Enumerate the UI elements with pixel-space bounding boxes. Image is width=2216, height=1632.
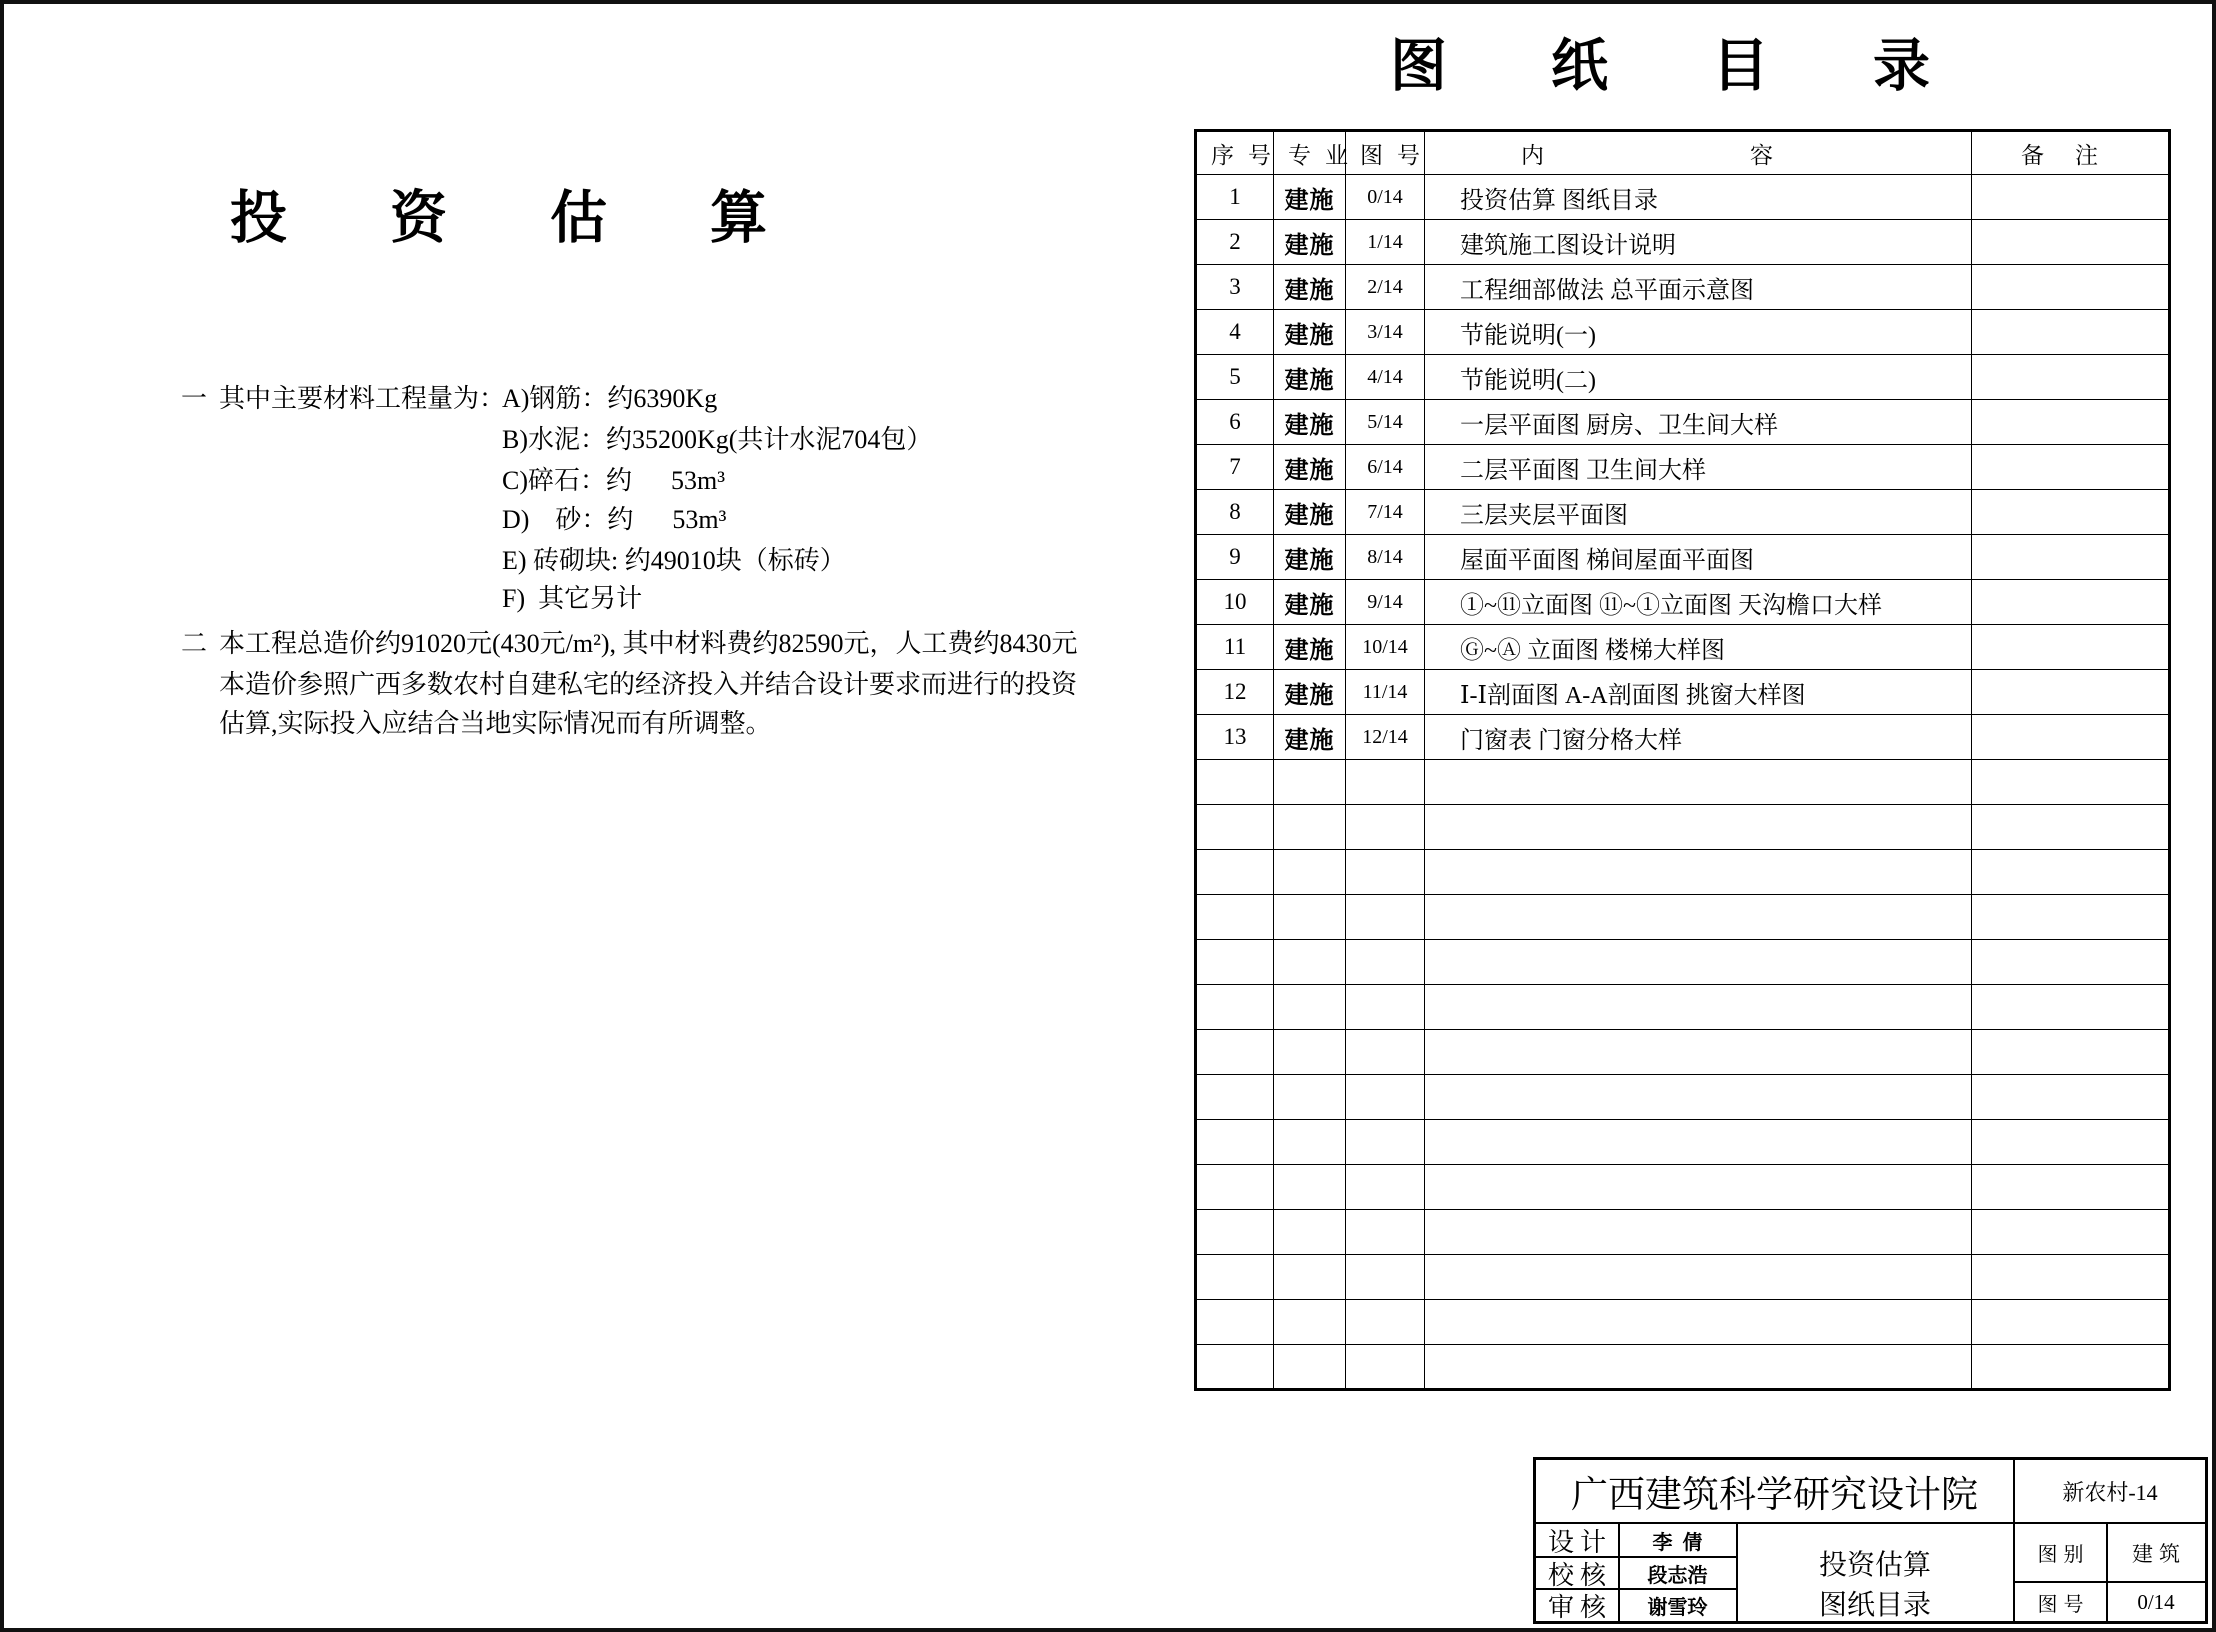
sheet-number-cell [1346, 1345, 1425, 1390]
remark-cell [1972, 400, 2170, 445]
remark-cell [1972, 310, 2170, 355]
discipline-cell [1274, 940, 1346, 985]
row-number-cell: 9 [1196, 535, 1274, 580]
remark-cell [1972, 1075, 2170, 1120]
sheet-number-cell: 1/14 [1346, 220, 1425, 265]
sheet-number-cell: 11/14 [1346, 670, 1425, 715]
content-cell: 二层平面图 卫生间大样 [1425, 445, 1972, 490]
materials-lead: 其中主要材料工程量为： [219, 384, 506, 413]
sheet-number-cell [1346, 895, 1425, 940]
role-label: 校核 [1547, 1560, 1612, 1590]
row-number-cell [1196, 1165, 1274, 1210]
row-number-cell: 1 [1196, 175, 1274, 220]
row-number-cell [1196, 1255, 1274, 1300]
remark-cell [1972, 220, 2170, 265]
remark-cell [1972, 985, 2170, 1030]
row-number-cell [1196, 895, 1274, 940]
empty-table-row [1196, 1030, 2170, 1075]
remark-cell [1972, 1120, 2170, 1165]
content-cell: 投资估算 图纸目录 [1425, 175, 1972, 220]
row-number-cell: 13 [1196, 715, 1274, 760]
remark-cell [1972, 1300, 2170, 1345]
empty-table-row [1196, 805, 2170, 850]
content-cell [1425, 1030, 1972, 1075]
content-cell [1425, 1300, 1972, 1345]
content-cell [1425, 1075, 1972, 1120]
row-number-cell: 8 [1196, 490, 1274, 535]
person-name: 谢雪玲 [1647, 1596, 1708, 1619]
row-number-cell [1196, 1030, 1274, 1075]
row-number-cell: 4 [1196, 310, 1274, 355]
header-number: 序号 [1196, 131, 1274, 175]
empty-table-row [1196, 895, 2170, 940]
remark-cell [1972, 850, 2170, 895]
empty-table-row [1196, 940, 2170, 985]
discipline-cell [1274, 1075, 1346, 1120]
remark-cell [1972, 355, 2170, 400]
sheet-title-line: 投资估算 [1818, 1550, 1931, 1581]
discipline-cell [1274, 985, 1346, 1030]
table-row [1196, 445, 2170, 490]
sheet-number-cell [1346, 850, 1425, 895]
remark-cell [1972, 670, 2170, 715]
table-row [1196, 535, 2170, 580]
table-row [1196, 580, 2170, 625]
content-cell: 节能说明(一) [1425, 310, 1972, 355]
sheet-number-cell: 3/14 [1346, 310, 1425, 355]
content-cell [1425, 985, 1972, 1030]
content-cell: Ⓖ~Ⓐ 立面图 楼梯大样图 [1425, 625, 1972, 670]
remark-cell [1972, 1345, 2170, 1390]
institute-name: 广西建筑科学研究设计院 [1571, 1475, 1978, 1516]
content-cell [1425, 1345, 1972, 1390]
category-value: 建筑 [2132, 1541, 2186, 1566]
discipline-cell [1274, 850, 1346, 895]
discipline-cell: 建施 [1274, 310, 1346, 355]
role-label: 设计 [1547, 1527, 1612, 1557]
discipline-cell: 建施 [1274, 175, 1346, 220]
row-number-cell [1196, 760, 1274, 805]
index-title: 图纸目录 [1390, 35, 2034, 98]
content-cell: Ⅰ-Ⅰ剖面图 A-A剖面图 挑窗大样图 [1425, 670, 1972, 715]
sheet-number-cell: 10/14 [1346, 625, 1425, 670]
material-item: A)钢筋：约6390Kg [502, 384, 718, 413]
discipline-cell [1274, 1345, 1346, 1390]
row-number-cell: 3 [1196, 265, 1274, 310]
empty-table-row [1196, 1165, 2170, 1210]
discipline-cell [1274, 1300, 1346, 1345]
cost-summary-line: 本工程总造价约91020元(430元/m²), 其中材料费约82590元，人工费约8430元 [219, 629, 1078, 658]
sheet-title-line: 图纸目录 [1818, 1590, 1931, 1621]
section-marker: 一 [181, 384, 208, 413]
discipline-cell: 建施 [1274, 445, 1346, 490]
discipline-cell: 建施 [1274, 355, 1346, 400]
content-cell: 屋面平面图 梯间屋面平面图 [1425, 535, 1972, 580]
remark-cell [1972, 1165, 2170, 1210]
person-name: 李 倩 [1652, 1531, 1703, 1554]
discipline-cell: 建施 [1274, 490, 1346, 535]
content-cell [1425, 1255, 1972, 1300]
content-cell: 工程细部做法 总平面示意图 [1425, 265, 1972, 310]
empty-table-row [1196, 1210, 2170, 1255]
remark-cell [1972, 265, 2170, 310]
table-row [1196, 670, 2170, 715]
table-row [1196, 265, 2170, 310]
sheet-number-cell [1346, 985, 1425, 1030]
sheet-number-cell [1346, 760, 1425, 805]
header-remark: 备注 [1972, 131, 2170, 175]
row-number-cell [1196, 985, 1274, 1030]
category-label: 图别 [2037, 1544, 2090, 1566]
sheet-number-value: 0/14 [2137, 1589, 2175, 1614]
table-row [1196, 490, 2170, 535]
row-number-cell [1196, 1345, 1274, 1390]
table-row [1196, 310, 2170, 355]
table-row [1196, 400, 2170, 445]
cost-summary-line: 估算,实际投入应结合当地实际情况而有所调整。 [219, 709, 772, 738]
row-number-cell [1196, 850, 1274, 895]
row-number-cell: 11 [1196, 625, 1274, 670]
discipline-cell: 建施 [1274, 625, 1346, 670]
content-cell: 门窗表 门窗分格大样 [1425, 715, 1972, 760]
sheet-number-cell [1346, 1165, 1425, 1210]
empty-table-row [1196, 1075, 2170, 1120]
header-content: 内容 [1425, 131, 1972, 175]
row-number-cell [1196, 1210, 1274, 1255]
row-number-cell [1196, 1120, 1274, 1165]
table-header-row [1196, 131, 2170, 175]
sheet-number-cell [1346, 1075, 1425, 1120]
table-row [1196, 355, 2170, 400]
discipline-cell: 建施 [1274, 580, 1346, 625]
remark-cell [1972, 535, 2170, 580]
estimate-title: 投资估算 [230, 187, 870, 250]
sheet-number-cell [1346, 940, 1425, 985]
remark-cell [1972, 940, 2170, 985]
row-number-cell: 6 [1196, 400, 1274, 445]
content-cell [1425, 760, 1972, 805]
sheet-number-cell: 0/14 [1346, 175, 1425, 220]
empty-table-row [1196, 1345, 2170, 1390]
row-number-cell [1196, 940, 1274, 985]
empty-table-row [1196, 850, 2170, 895]
empty-table-row [1196, 985, 2170, 1030]
remark-cell [1972, 1030, 2170, 1075]
empty-table-row [1196, 1300, 2170, 1345]
remark-cell [1972, 1210, 2170, 1255]
material-item: F) 其它另计 [502, 584, 643, 613]
remark-cell [1972, 175, 2170, 220]
role-label: 审核 [1547, 1592, 1612, 1622]
discipline-cell [1274, 1255, 1346, 1300]
sheet-number-cell: 5/14 [1346, 400, 1425, 445]
remark-cell [1972, 760, 2170, 805]
sheet-number-cell: 8/14 [1346, 535, 1425, 580]
content-cell: 建筑施工图设计说明 [1425, 220, 1972, 265]
row-number-cell: 12 [1196, 670, 1274, 715]
discipline-cell: 建施 [1274, 400, 1346, 445]
table-row [1196, 715, 2170, 760]
sheet-number-cell: 4/14 [1346, 355, 1425, 400]
content-cell: 节能说明(二) [1425, 355, 1972, 400]
project-code: 新农村-14 [2062, 1479, 2158, 1505]
drawing-index-table [1194, 129, 2171, 1391]
sheet-number-cell: 7/14 [1346, 490, 1425, 535]
row-number-cell [1196, 1075, 1274, 1120]
table-row [1196, 220, 2170, 265]
discipline-cell [1274, 895, 1346, 940]
content-cell: ①~⑪立面图 ⑪~①立面图 天沟檐口大样 [1425, 580, 1972, 625]
content-cell [1425, 895, 1972, 940]
remark-cell [1972, 715, 2170, 760]
remark-cell [1972, 1255, 2170, 1300]
row-number-cell [1196, 805, 1274, 850]
discipline-cell: 建施 [1274, 220, 1346, 265]
discipline-cell [1274, 760, 1346, 805]
remark-cell [1972, 580, 2170, 625]
sheet-number-cell [1346, 1120, 1425, 1165]
content-cell [1425, 940, 1972, 985]
header-sheet-number: 图号 [1346, 131, 1425, 175]
row-number-cell: 2 [1196, 220, 1274, 265]
table-body [1196, 175, 2170, 1390]
content-cell [1425, 1120, 1972, 1165]
discipline-cell: 建施 [1274, 670, 1346, 715]
remark-cell [1972, 895, 2170, 940]
discipline-cell [1274, 1210, 1346, 1255]
discipline-cell: 建施 [1274, 535, 1346, 580]
material-item: B)水泥：约35200Kg(共计水泥704包） [502, 425, 933, 454]
remark-cell [1972, 625, 2170, 670]
remark-cell [1972, 490, 2170, 535]
sheet-number-cell: 9/14 [1346, 580, 1425, 625]
row-number-cell [1196, 1300, 1274, 1345]
discipline-cell [1274, 1165, 1346, 1210]
row-number-cell: 7 [1196, 445, 1274, 490]
sheet-number-cell [1346, 1030, 1425, 1075]
header-discipline: 专业 [1274, 131, 1346, 175]
content-cell: 三层夹层平面图 [1425, 490, 1972, 535]
material-item: E) 砖砌块: 约49010块（标砖） [502, 546, 846, 575]
sheet-number-label: 图号 [2037, 1593, 2090, 1616]
row-number-cell: 5 [1196, 355, 1274, 400]
table-row [1196, 175, 2170, 220]
empty-table-row [1196, 760, 2170, 805]
sheet-number-cell [1346, 1210, 1425, 1255]
material-item: D) 砂：约 53m³ [502, 505, 727, 534]
discipline-cell [1274, 1030, 1346, 1075]
content-cell: 一层平面图 厨房、卫生间大样 [1425, 400, 1972, 445]
material-item: C)碎石：约 53m³ [502, 466, 726, 495]
cost-summary-line: 本造价参照广西多数农村自建私宅的经济投入并结合设计要求而进行的投资 [219, 670, 1078, 699]
discipline-cell: 建施 [1274, 715, 1346, 760]
title-block [1533, 1457, 2208, 1624]
sheet-number-cell: 12/14 [1346, 715, 1425, 760]
content-cell [1425, 850, 1972, 895]
sheet-number-cell [1346, 1255, 1425, 1300]
sheet-number-cell [1346, 805, 1425, 850]
discipline-cell [1274, 1120, 1346, 1165]
discipline-cell [1274, 805, 1346, 850]
content-cell [1425, 1165, 1972, 1210]
table-row [1196, 625, 2170, 670]
row-number-cell: 10 [1196, 580, 1274, 625]
person-name: 段志浩 [1647, 1564, 1708, 1587]
discipline-cell: 建施 [1274, 265, 1346, 310]
section-marker: 二 [181, 629, 208, 658]
empty-table-row [1196, 1255, 2170, 1300]
content-cell [1425, 1210, 1972, 1255]
sheet-number-cell: 6/14 [1346, 445, 1425, 490]
empty-table-row [1196, 1120, 2170, 1165]
remark-cell [1972, 445, 2170, 490]
remark-cell [1972, 805, 2170, 850]
content-cell [1425, 805, 1972, 850]
sheet-number-cell [1346, 1300, 1425, 1345]
sheet-number-cell: 2/14 [1346, 265, 1425, 310]
